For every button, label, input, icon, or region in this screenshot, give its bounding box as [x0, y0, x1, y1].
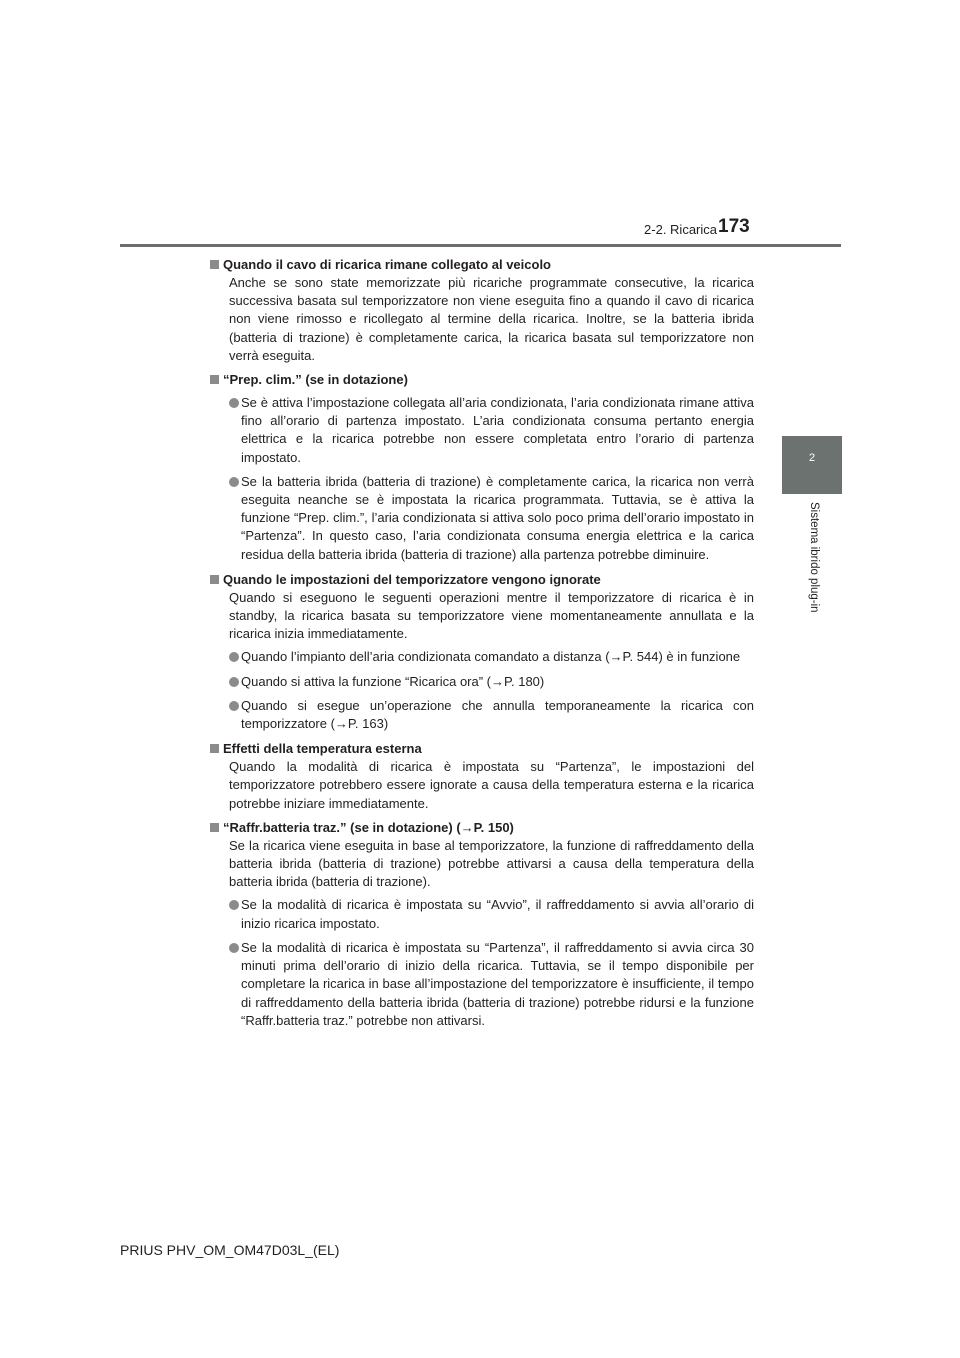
footer-doc-code: PRIUS PHV_OM_OM47D03L_(EL) [120, 1242, 340, 1258]
square-bullet-icon [210, 823, 219, 832]
chapter-number: 2 [808, 452, 816, 464]
round-bullet-icon [229, 677, 239, 687]
bullet-item: Quando si attiva la funzione “Ricarica ora” (→P. 180) [209, 673, 754, 691]
square-bullet-icon [210, 744, 219, 753]
square-bullet-icon [210, 575, 219, 584]
section-title: Quando le impostazioni del temporizzatore vengono ignorate [209, 570, 754, 589]
round-bullet-icon [229, 943, 239, 953]
bullet-item: Se la modalità di ricarica è impostata su “Avvio”, il raffreddamento si avvia all’orario di inizio ricarica impostato. [209, 896, 754, 932]
bullet-item: Se la modalità di ricarica è impostata su “Partenza”, il raffreddamento si avvia circa 30 minuti prima dell’orario di inizio della ricarica. Tuttavia, se il tempo disponibile per completare la ricarica in base all’impostazione del temporizzatore è insufficiente, il tempo di raffreddamento della batteria ibrida (batteria di trazione) potrebbe ridursi e la funzione “Raffr.batteria traz.” potrebbe non attivarsi. [209, 939, 754, 1030]
chapter-tab [782, 436, 842, 494]
bullet-item: Quando si esegue un’operazione che annulla temporaneamente la ricarica con temporizzatore (→P. 163) [209, 697, 754, 733]
square-bullet-icon [210, 375, 219, 384]
bullet-item: Quando l’impianto dell’aria condizionata comandato a distanza (→P. 544) è in funzione [209, 648, 754, 666]
chapter-title: Sistema ibrido plug-in [808, 502, 820, 613]
section-timer-ignored [209, 570, 754, 733]
section-title: “Prep. clim.” (se in dotazione) [209, 370, 754, 389]
section-text: Quando la modalità di ricarica è impostata su “Partenza”, le impostazioni del temporizzatore potrebbero essere ignorate a causa della temperatura esterna e la ricarica potrebbe iniziare immediatamente. [229, 759, 754, 811]
header-rule [120, 244, 841, 247]
round-bullet-icon [229, 701, 239, 711]
section-battery-cooling [209, 818, 754, 1030]
bullet-item: Se è attiva l’impostazione collegata all’aria condizionata, l’aria condizionata rimane attiva fino all’orario di partenza impostato. L’aria condizionata consuma pertanto energia elettrica e la ricarica potrebbe non essere completata entro l’orario di partenza impostato. [209, 394, 754, 467]
round-bullet-icon [229, 398, 239, 408]
page-content [209, 255, 754, 1036]
section-text: Quando si eseguono le seguenti operazioni mentre il temporizzatore di ricarica è in standby, la ricarica basata su temporizzatore viene momentaneamente annullata e la ricarica inizia immediatamente. [229, 589, 754, 642]
section-cable-connected [209, 255, 754, 365]
section-text: Se la ricarica viene eseguita in base al temporizzatore, la funzione di raffreddamento della batteria ibrida (batteria di trazione) potrebbe attivarsi a causa della temperatura della batteria ibrida (batteria di trazione). [229, 837, 754, 890]
section-header: 2-2. Ricarica [644, 222, 717, 237]
round-bullet-icon [229, 477, 239, 487]
section-external-temperature [209, 739, 754, 813]
section-text: Anche se sono state memorizzate più ricariche programmate consecutive, la ricarica successiva basata sul temporizzatore non viene eseguita fino a quando il cavo di ricarica non viene rimosso e ricollegato al termine della ricarica. Inoltre, se la batteria ibrida (batteria di trazione) è completamente carica, la ricarica basata sul temporizzatore non verrà eseguita. [229, 275, 754, 363]
page-number: 173 [718, 216, 750, 237]
section-title: Effetti della temperatura esterna [209, 739, 754, 758]
square-bullet-icon [210, 260, 219, 269]
section-title: Quando il cavo di ricarica rimane collegato al veicolo [209, 255, 754, 274]
section-title: “Raffr.batteria traz.” (se in dotazione) (→P. 150) [209, 818, 754, 837]
bullet-item: Se la batteria ibrida (batteria di trazione) è completamente carica, la ricarica non verrà eseguita neanche se è impostata la ricarica programmata. Tuttavia, se è attiva la funzione “Prep. clim.”, l’aria condizionata si attiva solo poco prima dell’orario impostato in “Partenza”. In questo caso, l’aria condizionata consuma energia elettrica e la carica residua della batteria ibrida (batteria di trazione) alla partenza potrebbe diminuire. [209, 473, 754, 564]
section-prep-clim [209, 370, 754, 564]
round-bullet-icon [229, 652, 239, 662]
round-bullet-icon [229, 900, 239, 910]
